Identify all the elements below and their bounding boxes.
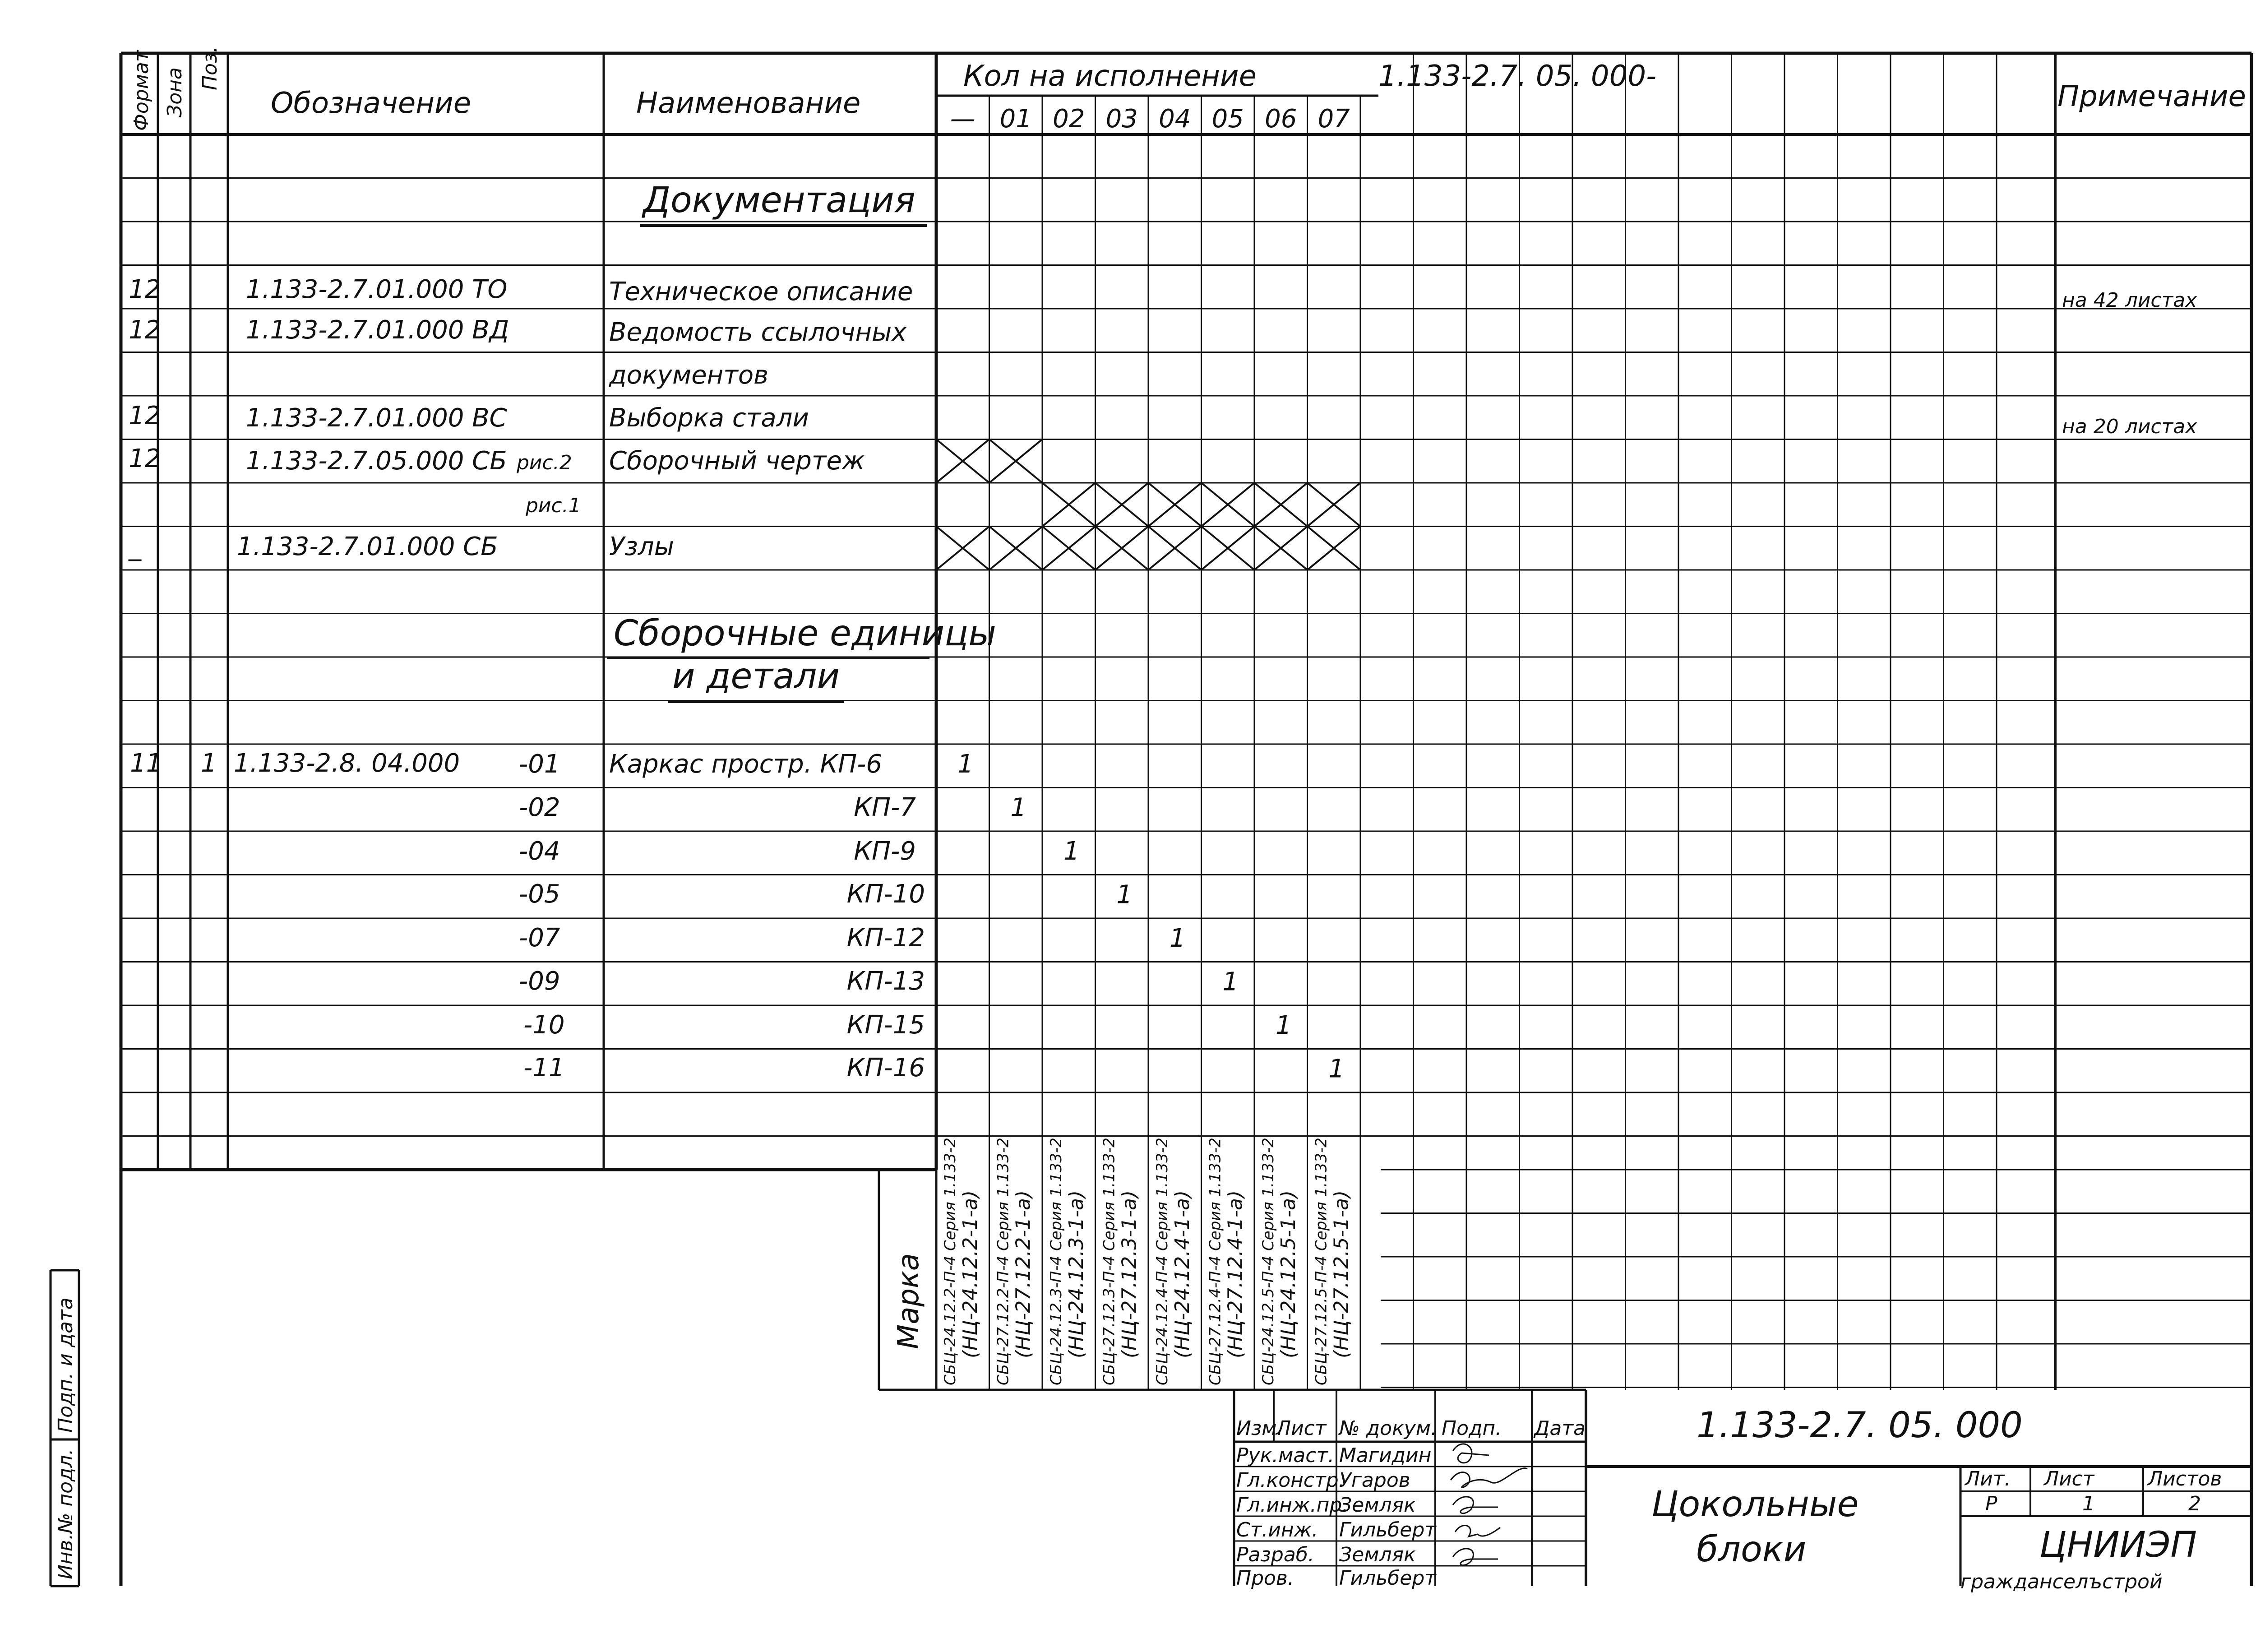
quantity-mark: 1	[1116, 880, 1133, 910]
variant-header: 05	[1211, 104, 1244, 134]
tb-doc-title-line1: Цокольные	[1651, 1484, 1859, 1525]
item-row-name: КП-16	[846, 1053, 925, 1083]
item-row-fmt: 11	[130, 749, 162, 778]
variant-header: —	[950, 104, 975, 134]
tb-header-izm: Изм.	[1236, 1417, 1283, 1440]
quantity-mark: 1	[1169, 924, 1186, 953]
marka-label-line: (НЦ-27.12.5-1-а)	[1330, 1190, 1353, 1358]
quantity-mark: 1	[1328, 1054, 1345, 1084]
tb-staff-role: Пров.	[1236, 1567, 1294, 1590]
marka-label-line: СБЦ-24.12.3-П-4 Серия 1.133-2	[1047, 1138, 1065, 1385]
tb-header-doc-no: № докум.	[1339, 1417, 1437, 1440]
marka-label-line: (НЦ-24.12.2-1-а)	[959, 1190, 982, 1358]
item-row-name: Каркас простр. КП-6	[609, 750, 883, 779]
marka-label-line: (НЦ-24.12.5-1-а)	[1277, 1190, 1300, 1358]
doc-row-name: Сборочный чертеж	[609, 446, 865, 476]
tb-staff-name: Гильберт	[1339, 1518, 1436, 1541]
signature	[1453, 1444, 1489, 1463]
signature	[1453, 1497, 1498, 1513]
item-row-name: КП-9	[854, 837, 916, 866]
quantity-mark: 1	[1275, 1011, 1292, 1040]
tb-sheets-label: Листов	[2148, 1467, 2222, 1490]
variant-header: 06	[1265, 104, 1297, 134]
tb-staff-role: Гл.констр.	[1236, 1469, 1345, 1492]
tb-staff-name: Магидин	[1339, 1444, 1432, 1467]
tb-org-sub: гражданселъстрой	[1960, 1570, 2163, 1593]
variant-header: 07	[1318, 104, 1350, 134]
variant-headers	[950, 104, 1350, 134]
header-name: Наименование	[636, 87, 861, 120]
doc-row-name: Узлы	[609, 532, 674, 561]
marka-label-line: (НЦ-24.12.4-1-а)	[1171, 1190, 1194, 1358]
doc-row-fmt: 12	[129, 401, 161, 430]
tb-staff-role: Разраб.	[1236, 1543, 1314, 1566]
quantity-mark: 1	[1222, 967, 1239, 997]
tb-staff-role: Ст.инж.	[1236, 1518, 1318, 1541]
doc-row-designation: 1.133-2.7.01.000 СБ	[237, 532, 498, 561]
item-row-suffix: -05	[519, 879, 560, 909]
header-designation: Обозначение	[271, 87, 472, 120]
variant-header: 03	[1105, 104, 1138, 134]
doc-rows	[128, 275, 2197, 561]
tb-lit-label: Лит.	[1965, 1467, 2011, 1490]
item-row-name: КП-13	[846, 967, 925, 996]
marka-label-line: (НЦ-24.12.3-1-а)	[1065, 1190, 1088, 1358]
sign-date-label: Подп. и дата	[54, 1297, 77, 1433]
tb-header-date: Дата	[1534, 1417, 1586, 1440]
doc-row-name: Ведомость ссылочных	[609, 318, 907, 347]
section-documentation: Документация	[643, 180, 915, 221]
doc-row-designation: 1.133-2.7.01.000 ТО	[246, 275, 508, 304]
item-row-suffix: -07	[519, 923, 560, 953]
item-row-suffix: -01	[519, 750, 560, 779]
marka-label-line: СБЦ-27.12.4-П-4 Серия 1.133-2	[1206, 1138, 1225, 1385]
doc-row-name: документов	[609, 361, 769, 390]
marka-label-line: СБЦ-24.12.5-П-4 Серия 1.133-2	[1259, 1138, 1277, 1385]
doc-row-name: Выборка стали	[609, 403, 809, 433]
tb-sheet-value: 1	[2082, 1492, 2095, 1515]
quantity-mark: 1	[957, 750, 974, 779]
marka-label-line: (НЦ-27.12.4-1-а)	[1224, 1190, 1247, 1358]
tb-staff-name: Земляк	[1339, 1494, 1416, 1517]
tb-header-list: Лист	[1276, 1417, 1327, 1440]
doc-row-note: на 42 листах	[2062, 289, 2197, 312]
grid-lines	[121, 53, 2251, 1390]
doc-row-designation: 1.133-2.7.05.000 СБ	[246, 446, 507, 476]
header-zone: Зона	[163, 67, 186, 117]
marka-columns	[941, 1138, 1353, 1385]
inv-no-label: Инв.№ подл.	[54, 1448, 77, 1579]
section-assembly-line2: и детали	[672, 656, 840, 697]
item-row-name: КП-7	[854, 793, 916, 822]
doc-row-designation: 1.133-2.7.01.000 ВС	[246, 403, 507, 433]
tb-staff-role: Гл.инж.пр.	[1236, 1494, 1349, 1517]
item-row-suffix: -10	[523, 1010, 565, 1040]
variant-header: 02	[1053, 104, 1085, 134]
item-row-pos: 1	[201, 749, 217, 778]
variant-header: 01	[999, 104, 1032, 134]
marka-label: Марка	[892, 1253, 925, 1349]
doc-row-extra: рис.1	[526, 494, 581, 517]
marka-label-line: СБЦ-27.12.3-П-4 Серия 1.133-2	[1100, 1138, 1119, 1385]
tb-staff-name: Земляк	[1339, 1543, 1416, 1566]
marka-label-line: СБЦ-27.12.5-П-4 Серия 1.133-2	[1312, 1138, 1331, 1385]
doc-row-name: Техническое описание	[609, 277, 913, 306]
doc-row-note: на 20 листах	[2062, 415, 2197, 438]
item-row-suffix: -04	[519, 837, 560, 866]
tb-org-name: ЦНИИЭП	[2039, 1525, 2197, 1565]
signature	[1455, 1526, 1500, 1536]
signature	[1453, 1549, 1498, 1565]
tb-sheets-value: 2	[2188, 1492, 2201, 1515]
doc-row-fmt: 12	[129, 315, 161, 345]
quantity-marks	[957, 750, 1345, 1084]
tb-sheet-label: Лист	[2044, 1467, 2094, 1490]
tb-header-sign: Подп.	[1442, 1417, 1502, 1440]
tb-staff-name: Угаров	[1339, 1469, 1410, 1492]
item-row-suffix: -02	[519, 793, 560, 822]
item-row-name: КП-10	[846, 879, 925, 909]
quantity-mark: 1	[1010, 793, 1027, 823]
tb-lit-value: Р	[1985, 1492, 1997, 1515]
doc-row-fmt: 12	[129, 275, 161, 304]
tb-staff-role: Рук.маст.	[1236, 1444, 1335, 1467]
header-qty-code: 1.133-2.7. 05. 000-	[1378, 60, 1657, 93]
item-row-name: КП-12	[846, 923, 925, 953]
section-assembly-line1: Сборочные единицы	[614, 613, 996, 654]
quantity-mark: 1	[1063, 837, 1080, 866]
header-pos: Поз.	[199, 46, 222, 90]
tb-doc-title-line2: блоки	[1697, 1529, 1807, 1570]
tb-code: 1.133-2.7. 05. 000	[1697, 1405, 2023, 1446]
header-qty-title: Кол на исполнение	[963, 60, 1257, 93]
signature	[1451, 1468, 1527, 1488]
tb-staff-name: Гильберт	[1339, 1567, 1436, 1590]
marka-area	[892, 1253, 925, 1349]
marka-label-line: СБЦ-24.12.2-П-4 Серия 1.133-2	[941, 1138, 959, 1385]
item-row-designation: 1.133-2.8. 04.000	[234, 749, 460, 778]
item-row-name: КП-15	[846, 1010, 925, 1040]
title-block	[1236, 1405, 2222, 1593]
doc-row-designation: 1.133-2.7.01.000 ВД	[246, 315, 509, 345]
doc-row-fmt: _	[129, 532, 141, 561]
variant-header: 04	[1159, 104, 1191, 134]
marka-label-line: СБЦ-27.12.2-П-4 Серия 1.133-2	[994, 1138, 1012, 1385]
marka-label-line: (НЦ-27.12.3-1-а)	[1118, 1190, 1141, 1358]
marka-label-line: (НЦ-27.12.2-1-а)	[1012, 1190, 1035, 1358]
doc-row-extra: рис.2	[517, 451, 572, 474]
item-row-suffix: -09	[519, 967, 560, 996]
doc-row-fmt: 12	[129, 444, 161, 473]
item-row-suffix: -11	[523, 1053, 565, 1083]
marka-label-line: СБЦ-24.12.4-П-4 Серия 1.133-2	[1153, 1138, 1171, 1385]
header-note: Примечание	[2057, 80, 2246, 113]
item-rows	[130, 749, 925, 1083]
header-format: Формат	[130, 50, 153, 131]
